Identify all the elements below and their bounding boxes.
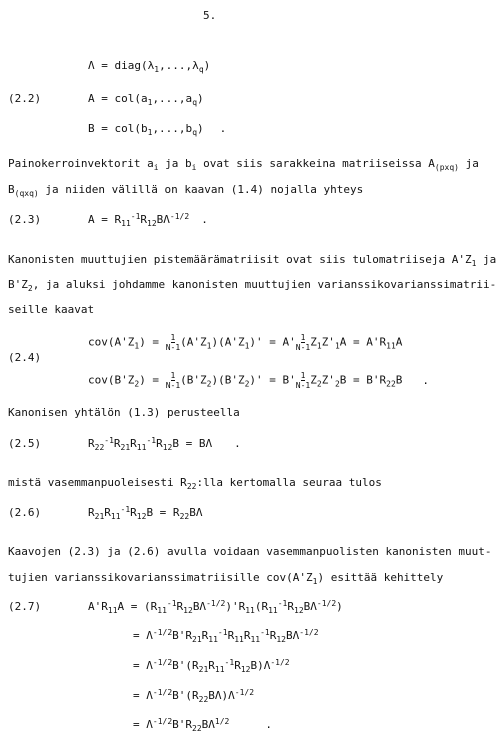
paragraph-2-line-1: Kanonisten muuttujien pistemäärämatriisit ovat siis tulomatriiseja $A'Z_1$ ja bbox=[8, 253, 496, 268]
equation-label-2-6: (2.6) bbox=[8, 506, 42, 519]
equation-2-6: $R_{21}R_{11}^{-1}R_{12}B = R_{22}B\Lambda$ bbox=[88, 505, 203, 521]
paragraph-1-line-1: Painokerroinvektorit $a_i$ ja $b_i$ ovat siis sarakkeina matriiseissa $A_{(pxq)}$ ja bbox=[8, 157, 479, 172]
paragraph-2-line-2: $B'Z_2$, ja aluksi johdamme kanonisten muuttujien varianssikovarianssimatrii- bbox=[8, 278, 496, 293]
fraction-1-over-n-1: $\frac{1}{N-1}$ bbox=[165, 371, 181, 390]
paragraph-3: Kanonisen yhtälön (1.3) perusteella bbox=[8, 406, 240, 419]
equation-2-7-row-4: = $\Lambda^{-1/2}B'(R_{22}B\Lambda)\Lambda^{-1/2}$ bbox=[133, 688, 255, 704]
equation-2-7-row-1: $A'R_{11}A = (R_{11}^{-1}R_{12}B\Lambda^{-1/2})'R_{11}(R_{11}^{-1}R_{12}B\Lambda^{-1/2})$ bbox=[88, 599, 343, 615]
equation-label-2-3: (2.3) bbox=[8, 213, 42, 226]
page-number: 5. bbox=[203, 9, 217, 22]
equation-label-2-5: (2.5) bbox=[8, 437, 42, 450]
paragraph-1-line-2: $B_{(qxq)}$ ja niiden välillä on kaavan (1.4) nojalla yhteys bbox=[8, 183, 364, 198]
equation-label-2-7: (2.7) bbox=[8, 600, 42, 613]
equation-2-4-row-1: $cov(A'Z_1)$ = $\frac{1}{N-1}$ $(A'Z_1)(A'Z_1)' = A'$ $\frac{1}{N-1}$ $Z_1Z'_1A = A'R_{11}A$ bbox=[88, 333, 403, 352]
equation-2-2-a: $A = col(a_1,...,a_q)$ bbox=[88, 92, 204, 107]
paragraph-2-line-3: seille kaavat bbox=[8, 303, 95, 316]
fraction-1-over-n-1: $\frac{1}{N-1}$ bbox=[295, 371, 311, 390]
fraction-1-over-n-1: $\frac{1}{N-1}$ bbox=[165, 333, 181, 352]
fraction-1-over-n-1: $\frac{1}{N-1}$ bbox=[295, 333, 311, 352]
equation-2-7-row-2: = $\Lambda^{-1/2}B'R_{21}R_{11}^{-1}R_{11}R_{11}^{-1}R_{12}B\Lambda^{-1/2}$ bbox=[133, 628, 319, 644]
equation-label-2-2: (2.2) bbox=[8, 92, 42, 105]
equation-label-2-4: (2.4) bbox=[8, 351, 42, 364]
equation-2-7-row-3: = $\Lambda^{-1/2}B'(R_{21}R_{11}^{-1}R_{12}B)\Lambda^{-1/2}$ bbox=[133, 658, 290, 674]
paragraph-5-line-1: Kaavojen (2.3) ja (2.6) avulla voidaan vasemmanpuolisten kanonisten muut- bbox=[8, 545, 492, 558]
equation-2-4-row-2: $cov(B'Z_2)$ = $\frac{1}{N-1}$ $(B'Z_2)(B'Z_2)' = B'$ $\frac{1}{N-1}$ $Z_2Z'_2B = B'R_{22}B$ . bbox=[88, 371, 430, 390]
lambda-definition: $\Lambda = diag(\lambda_1,...,\lambda_q)$ bbox=[88, 59, 211, 74]
paragraph-4: mistä vasemmanpuoleisesti $R_{22}:lla$ kertomalla seuraa tulos bbox=[8, 476, 382, 491]
equation-2-5: $R_{22}^{-1}R_{21}R_{11}^{-1}R_{12}B = B\Lambda$ . bbox=[88, 436, 241, 452]
equation-2-7-row-5: = $\Lambda^{-1/2}B'R_{22}B\Lambda^{1/2}$ . bbox=[133, 717, 272, 733]
equation-2-2-b: $B = col(b_1,...,b_q)$ . bbox=[88, 122, 227, 137]
equation-2-3: $A = R_{11}^{-1}R_{12}B\Lambda^{-1/2}$ . bbox=[88, 212, 208, 228]
paragraph-5-line-2: tujien varianssikovarianssimatriisille $cov(A'Z_1)$ esittää kehittely bbox=[8, 571, 444, 586]
